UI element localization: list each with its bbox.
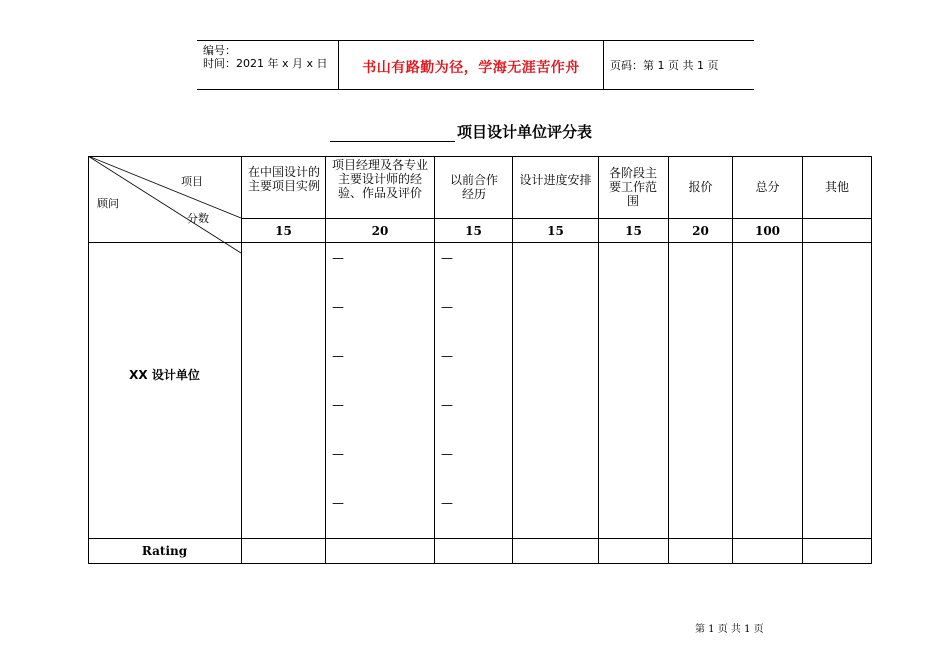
column-score: 15 xyxy=(465,224,482,238)
document-number-label: 编号： xyxy=(203,44,236,57)
column-header: 在中国设计的主要项目实例 xyxy=(248,165,321,193)
column-header: 设计进度安排 xyxy=(519,173,592,187)
header-meta-cell xyxy=(197,41,339,89)
blank-dash: — xyxy=(332,496,344,510)
column-header: 以前合作经历 xyxy=(449,173,498,201)
document-header xyxy=(197,40,754,90)
corner-score-label: 分数 xyxy=(187,212,209,225)
blank-dash: — xyxy=(332,349,344,363)
motto-text: 书山有路勤为径，学海无涯苦作舟 xyxy=(362,60,580,76)
blank-dash: — xyxy=(441,496,453,510)
blank-dash: — xyxy=(332,300,344,314)
column-header: 项目经理及各专业主要设计师的经验、作品及评价 xyxy=(331,158,428,200)
blank-dash: — xyxy=(332,251,344,265)
column-score: 15 xyxy=(625,224,642,238)
blank-dash: — xyxy=(332,398,344,412)
row-divider xyxy=(241,218,872,219)
corner-item-label: 项目 xyxy=(181,175,203,188)
rating-label: Rating xyxy=(141,544,188,558)
blank-dash: — xyxy=(441,447,453,461)
row-divider xyxy=(88,538,872,539)
footer-page-number: 第 1 页 共 1 页 xyxy=(695,624,764,635)
header-motto-cell xyxy=(339,41,604,89)
corner-advisor-label: 顾问 xyxy=(97,197,119,210)
document-date-label: 时间：2021 年 x 月 x 日 xyxy=(203,57,328,70)
title-text: 项目设计单位评分表 xyxy=(457,123,593,141)
page-title xyxy=(330,121,592,142)
blank-dash: — xyxy=(441,398,453,412)
column-header: 其他 xyxy=(824,180,849,194)
design-unit-label: XX 设计单位 xyxy=(129,368,200,382)
column-header: 报价 xyxy=(688,180,713,194)
table-border-bottom xyxy=(88,563,872,564)
blank-dash: — xyxy=(332,447,344,461)
blank-dash: — xyxy=(441,251,453,265)
column-score: 100 xyxy=(754,224,781,238)
header-page-cell xyxy=(604,41,754,89)
column-header: 各阶段主要工作范围 xyxy=(608,166,657,208)
title-blank-line xyxy=(330,125,455,142)
blank-dash: — xyxy=(441,300,453,314)
column-header: 总分 xyxy=(755,180,780,194)
header-page-number: 页码：第 1 页 共 1 页 xyxy=(610,59,719,72)
column-score: 20 xyxy=(692,224,709,238)
score-table xyxy=(88,156,872,564)
column-score: 15 xyxy=(547,224,564,238)
blank-dash: — xyxy=(441,349,453,363)
column-score: 15 xyxy=(275,224,292,238)
column-score: 20 xyxy=(371,224,389,238)
